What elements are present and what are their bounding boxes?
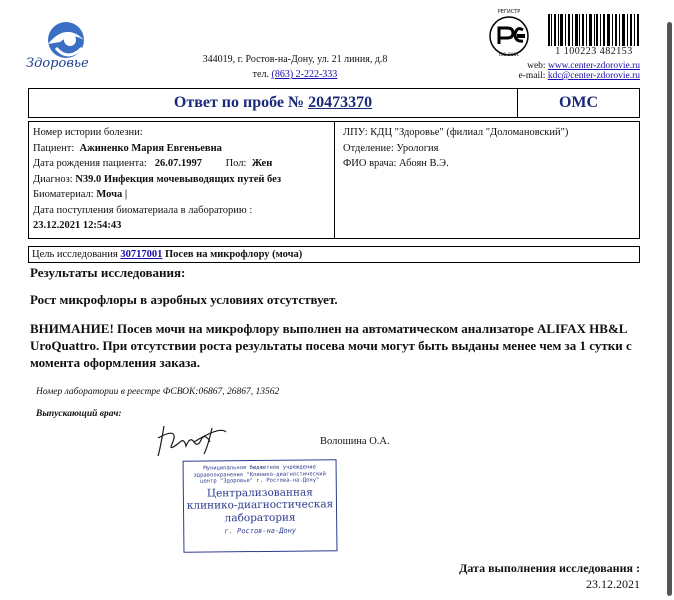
payment-type: ОМС <box>558 94 599 111</box>
goal-name: Посев на микрофлору (моча) <box>165 249 303 260</box>
vertical-scrollbar[interactable] <box>667 22 672 596</box>
patient-info-box <box>28 121 640 239</box>
web-link[interactable]: www.center-zdorovie.ru <box>547 61 640 71</box>
arrival-label: Дата поступления биоматериала в лабораторию : <box>33 204 253 216</box>
clinic-address <box>160 52 430 82</box>
biomaterial-value: Моча | <box>96 189 128 200</box>
arrival-value: 23.12.2021 12:54:43 <box>33 220 122 231</box>
completion-date: 23.12.2021 <box>586 577 640 591</box>
results-title: Результаты исследования: <box>30 265 186 280</box>
goal-label: Цель исследования <box>32 249 118 260</box>
email-line: e-mail: kdc@center-zdorovie.ru <box>518 71 640 81</box>
issuing-doctor: Волошина О.А. <box>320 436 390 447</box>
address-line: 344019, г. Ростов-на-Дону, ул. 21 линия, д.8 <box>202 54 388 65</box>
results-warning: ВНИМАНИЕ! Посев мочи на микрофлору выполнен на автоматическом анализаторе ALIFAX HB&L UroQuattro. При отсутствии роста результаты посева мочи могут быть выданы менее чем за 1 сутки с момента оформления заказа. <box>30 321 632 370</box>
stamp-main-text: Централизованная клинико-диагностическая лаборатория <box>186 485 334 524</box>
logo-text: Здоровье <box>26 56 89 71</box>
rst-sub: ISO 9001 <box>498 53 520 58</box>
stamp-small-text: Муниципальное бюджетное учреждение здравоохранения "Клинико-диагностический центр "Здоровье" г. Ростова-на-Дону" <box>193 464 326 485</box>
title-label: Ответ по пробе № <box>173 94 305 111</box>
issuer-label: Выпускающий врач: <box>36 409 122 419</box>
title-box <box>28 88 640 118</box>
referring-doctor: ФИО врача: Абоян В.Э. <box>343 158 449 169</box>
diagnosis-value: N39.0 Инфекция мочевыводящих путей без <box>75 173 282 185</box>
barcode-number: 1 100223 482153 <box>555 46 633 57</box>
laboratory-stamp <box>183 459 338 553</box>
lpu: ЛПУ: КДЦ "Здоровье" (филиал "Доломановский") <box>343 127 569 138</box>
barcode <box>548 14 640 46</box>
registry-number: Номер лаборатории в реестре ФСВОК:06867, 26867, 13562 <box>36 387 280 397</box>
dob-value: 26.07.1997 <box>154 158 202 169</box>
research-goal <box>28 246 640 263</box>
sex-value: Жен <box>251 158 273 169</box>
dob-row: Дата рождения пациента: 26.07.1997 Пол: Жен <box>33 158 273 169</box>
signature-image <box>150 420 230 460</box>
rst-label: РЕГИСТР <box>497 9 521 15</box>
rst-certification-icon <box>487 14 531 58</box>
department: Отделение: Урология <box>343 142 439 154</box>
history-number: Номер истории болезни: <box>33 127 143 138</box>
results-line: Рост микрофлоры в аэробных условиях отсутствует. <box>30 292 338 307</box>
clinic-column <box>337 122 637 172</box>
biomaterial-row: Биоматериал: Моча | <box>33 189 128 200</box>
patient-row: Пациент: Ажиненко Мария Евгеньевна <box>33 142 222 154</box>
web-contacts <box>470 61 640 81</box>
patient-column <box>29 122 335 238</box>
completion-date-label: Дата выполнения исследования : <box>459 561 640 575</box>
email-link[interactable]: kdc@center-zdorovie.ru <box>547 71 640 81</box>
phone-link[interactable]: (863) 2-222-333 <box>271 69 338 80</box>
stamp-city: г. Ростов-на-Дону <box>224 526 297 536</box>
phone-line: тел. (863) 2-222-333 <box>252 69 338 80</box>
sample-title <box>29 89 518 117</box>
sample-number-link[interactable]: 20473370 <box>308 94 373 111</box>
diagnosis-row: Диагноз: N39.0 Инфекция мочевыводящих путей без <box>33 173 282 185</box>
patient-name: Ажиненко Мария Евгеньевна <box>79 142 222 154</box>
web-line: web: www.center-zdorovie.ru <box>527 61 640 71</box>
goal-code-link[interactable]: 30717001 <box>120 249 163 260</box>
